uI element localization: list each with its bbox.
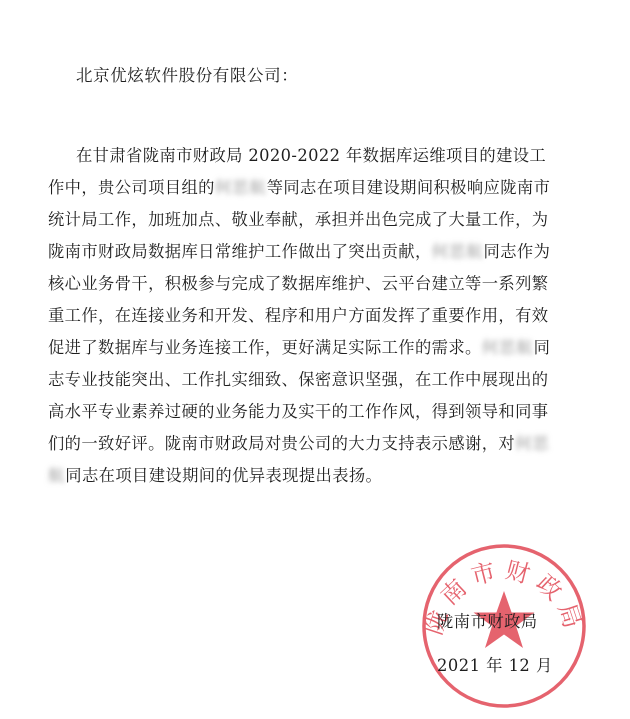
body-line-8: 志专业技能突出、工作扎实细致、保密意识坚强，在工作中展现出的 xyxy=(48,370,549,389)
redacted-name: 何思航 xyxy=(431,242,484,261)
body-line-11: 航同志在项目建设期间的优异表现提出表扬。 xyxy=(48,460,588,492)
redacted-name-part-1: 何思 xyxy=(515,434,550,453)
body-line-10: 们的一致好评。陇南市财政局对贵公司的大力支持表示感谢，对何思 xyxy=(48,428,588,460)
body-line-5: 核心业务骨干，积极参与完成了数据库维护、云平台建立等一系列繁 xyxy=(48,274,549,293)
body-line-7: 促进了数据库与业务连接工作，更好满足实际工作的需求。何思航同 xyxy=(48,332,588,364)
salutation: 北京优炫软件股份有限公司： xyxy=(76,66,299,85)
redacted-name-part-2: 航 xyxy=(48,466,66,485)
seal-text: 陇南市财政局 xyxy=(419,555,589,639)
signature-date: 2021 年 12 月 xyxy=(437,656,553,675)
body-line-2: 作中，贵公司项目组的何思航等同志在项目建设期间积极响应陇南市 xyxy=(48,172,588,204)
body-line-3: 统计局工作，加班加点、敬业奉献，承担并出色完成了大量工作，为 xyxy=(48,210,549,229)
body-line-9: 高水平专业素养过硬的业务能力及实干的工作作风，得到领导和同事 xyxy=(48,402,549,421)
body-line-6: 重工作，在连接业务和开发、程序和用户方面发挥了重要作用，有效 xyxy=(48,306,549,325)
letter-body xyxy=(48,140,588,492)
body-line-4: 陇南市财政局数据库日常维护工作做出了突出贡献，何思航同志作为 xyxy=(48,236,588,268)
redacted-name: 何思航 xyxy=(214,178,267,197)
redacted-name: 何思航 xyxy=(481,338,534,357)
signature-org: 陇南市财政局 xyxy=(437,612,538,631)
body-line-1: 在甘肃省陇南市财政局 2020-2022 年数据库运维项目的建设工 xyxy=(76,146,547,165)
